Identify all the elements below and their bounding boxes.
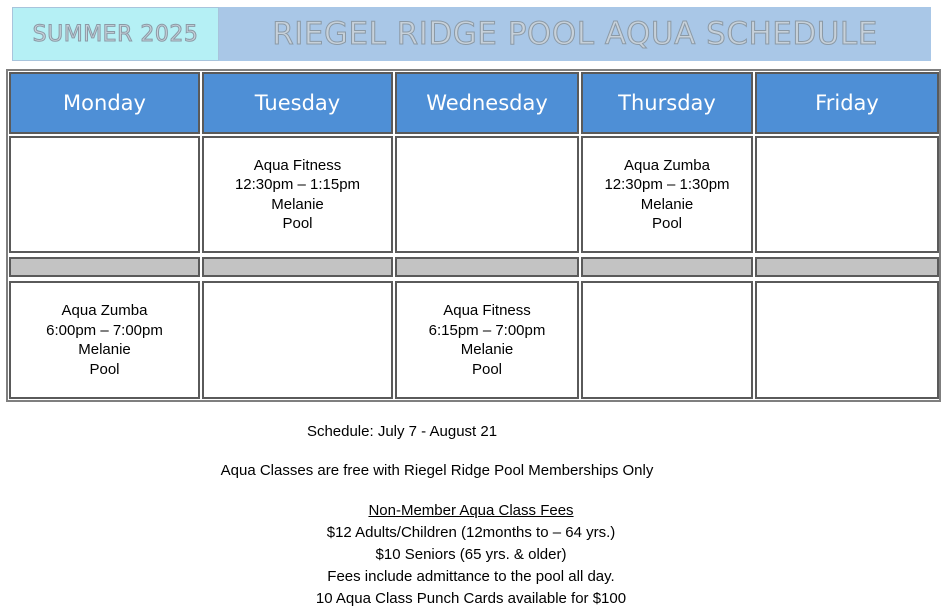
fee-admittance: Fees include admittance to the pool all day. <box>327 568 615 585</box>
separator-friday <box>755 257 939 277</box>
class-location: Pool <box>89 360 120 378</box>
separator-wednesday <box>395 257 579 277</box>
season-banner <box>12 7 219 61</box>
class-location: Pool <box>471 360 503 378</box>
class-time: 6:15pm – 7:00pm <box>428 321 546 339</box>
fee-seniors: $10 Seniors (65 yrs. & older) <box>375 546 567 563</box>
day-header-wednesday <box>395 72 579 134</box>
schedule-table <box>6 69 941 402</box>
punch-cards: 10 Aqua Class Punch Cards available for $100 <box>315 590 627 607</box>
class-instructor: Melanie <box>640 195 694 213</box>
slot-row2-tuesday <box>202 281 393 399</box>
fees-section <box>0 500 942 609</box>
slot-row1-thursday <box>581 136 753 253</box>
class-instructor: Melanie <box>271 195 324 213</box>
class-name: Aqua Fitness <box>253 156 342 174</box>
day-label: Thursday <box>618 91 716 115</box>
class-time: 6:00pm – 7:00pm <box>46 321 163 339</box>
slot-row2-monday <box>9 281 200 399</box>
class-instructor: Melanie <box>78 341 131 358</box>
slot-row1-monday <box>9 136 200 253</box>
day-header-friday <box>755 72 939 134</box>
day-label: Tuesday <box>254 91 341 115</box>
separator-tuesday <box>202 257 393 277</box>
day-label: Wednesday <box>426 91 548 115</box>
page-title: RIEGEL RIDGE POOL AQUA SCHEDULE <box>272 16 878 52</box>
class-time: 12:30pm – 1:15pm <box>234 176 361 193</box>
slot-row1-friday <box>755 136 939 253</box>
class-name: Aqua Fitness <box>443 302 531 319</box>
title-banner <box>219 7 931 61</box>
season-label: SUMMER 2025 <box>32 21 199 47</box>
schedule-dates-text: Schedule: July 7 - August 21 <box>306 423 498 440</box>
membership-note <box>0 460 942 482</box>
fees-title: Non-Member Aqua Class Fees <box>368 502 574 519</box>
membership-note-text: Aqua Classes are free with Riegel Ridge Pool Memberships Only <box>220 462 654 479</box>
day-label: Friday <box>815 91 879 115</box>
fee-adults: $12 Adults/Children (12months to – 64 yrs.) <box>326 524 616 541</box>
class-location: Pool <box>651 215 683 232</box>
class-name: Aqua Zumba <box>624 156 710 174</box>
slot-row2-wednesday <box>395 281 579 399</box>
separator-monday <box>9 257 200 277</box>
class-location: Pool <box>282 215 313 232</box>
slot-row2-thursday <box>581 281 753 399</box>
slot-row1-tuesday <box>202 136 393 253</box>
schedule-dates <box>0 421 942 443</box>
class-name: Aqua Zumba <box>61 302 148 319</box>
slot-row1-wednesday <box>395 136 579 253</box>
day-header-monday <box>9 72 200 134</box>
day-header-tuesday <box>202 72 393 134</box>
slot-row2-friday <box>755 281 939 399</box>
class-time: 12:30pm – 1:30pm <box>604 176 730 193</box>
class-instructor: Melanie <box>460 341 514 358</box>
day-header-thursday <box>581 72 753 134</box>
day-label: Monday <box>63 91 146 115</box>
separator-thursday <box>581 257 753 277</box>
